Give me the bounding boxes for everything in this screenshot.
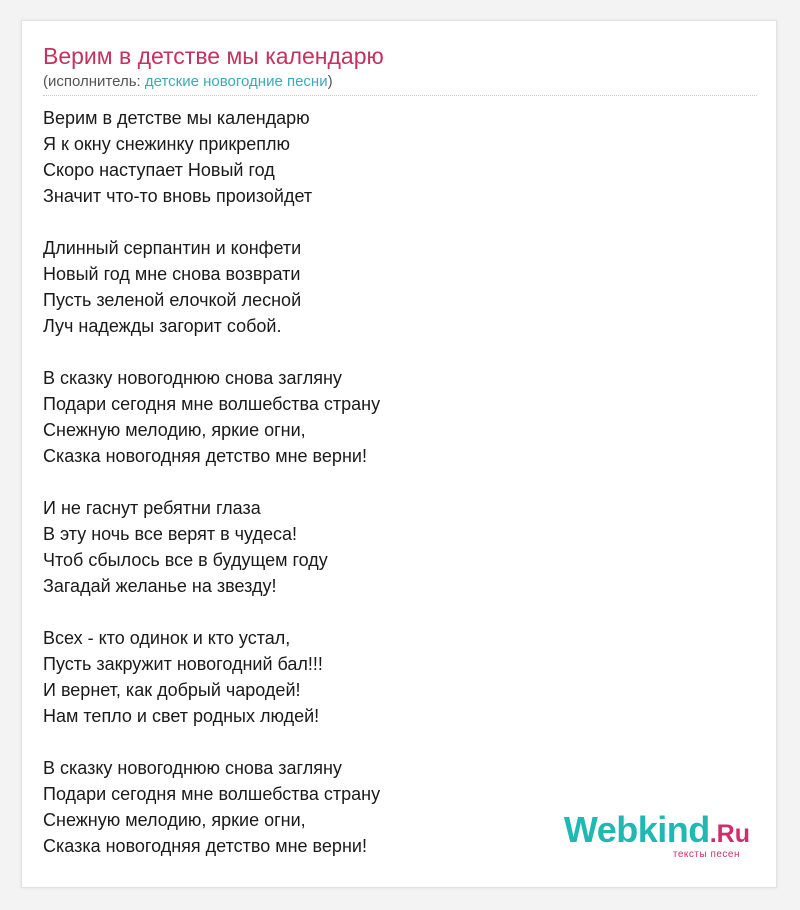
lyric-line: Сказка новогодняя детство мне верни!: [43, 446, 367, 466]
lyric-line: Скоро наступает Новый год: [43, 160, 275, 180]
artist-link[interactable]: детские новогодние песни: [144, 73, 328, 90]
lyric-line: Луч надежды загорит собой.: [43, 316, 282, 336]
lyric-line: Снежную мелодию, яркие огни,: [43, 810, 306, 830]
lyric-line: И не гаснут ребятни глаза: [43, 498, 261, 518]
lyric-line: Пусть зеленой елочкой лесной: [43, 290, 302, 310]
lyric-line: Загадай желанье на звезду!: [43, 576, 277, 596]
lyric-line: Сказка новогодняя детство мне верни!: [43, 836, 367, 856]
lyric-line: В сказку новогоднюю снова загляну: [43, 758, 342, 778]
stanza: [43, 365, 743, 469]
lyric-line: Подари сегодня мне волшебства страну: [43, 784, 381, 804]
lyric-line: Новый год мне снова возврати: [43, 264, 301, 284]
artist-line: [43, 73, 333, 90]
logo-domain: .Ru: [709, 820, 750, 848]
lyric-line: В эту ночь все верят в чудеса!: [43, 524, 297, 544]
lyric-line: Всех - кто одинок и кто устал,: [43, 628, 291, 648]
lyric-line: Снежную мелодию, яркие огни,: [43, 420, 306, 440]
lyric-line: Верим в детстве мы календарю: [43, 108, 310, 128]
lyric-line: Длинный серпантин и конфети: [43, 238, 302, 258]
lyrics-body: [43, 105, 743, 885]
site-logo[interactable]: [563, 809, 750, 860]
stanza: [43, 105, 743, 209]
lyric-line: Нам тепло и свет родных людей!: [43, 706, 320, 726]
stanza: [43, 235, 743, 339]
lyrics-card: [21, 20, 777, 888]
lyric-line: Пусть закружит новогодний бал!!!: [43, 654, 323, 674]
lyric-line: Чтоб сбылось все в будущем году: [43, 550, 328, 570]
lyric-line: В сказку новогоднюю снова загляну: [43, 368, 342, 388]
stanza: [43, 495, 743, 599]
artist-prefix: (исполнитель:: [43, 73, 145, 90]
lyric-line: Я к окну снежинку прикреплю: [43, 134, 291, 154]
stanza: [43, 625, 743, 729]
logo-tagline: тексты песен: [672, 849, 740, 860]
artist-suffix: ): [327, 73, 333, 90]
lyric-line: И вернет, как добрый чародей!: [43, 680, 301, 700]
title-divider: [43, 95, 757, 96]
lyric-line: Значит что-то вновь произойдет: [43, 186, 313, 206]
song-title: Верим в детстве мы календарю: [43, 43, 384, 69]
lyric-line: Подари сегодня мне волшебства страну: [43, 394, 381, 414]
logo-wordmark: Webkind: [563, 809, 710, 850]
